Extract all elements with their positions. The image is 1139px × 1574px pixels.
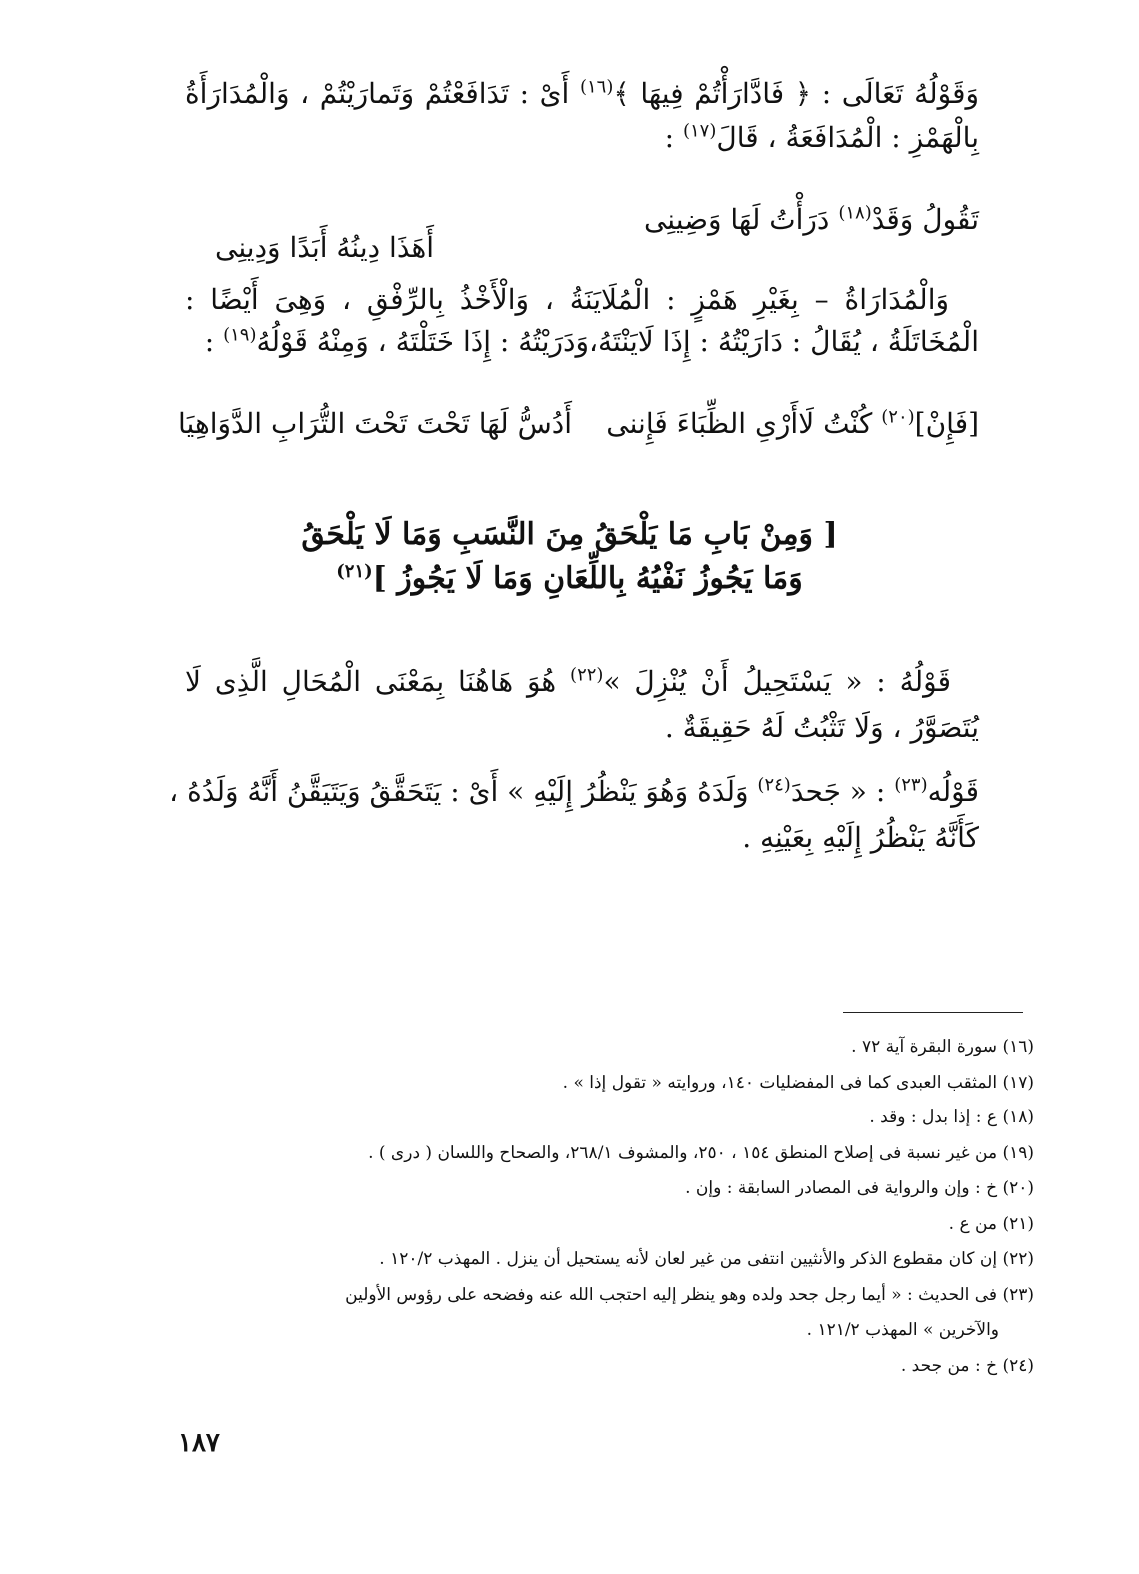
verse-1-second-hemistich: أَهَذَا دِينُهُ أَبَدًا وَدِينِى: [215, 231, 435, 264]
footnote-18: (١٨) ع : إذا بدل : وقد .: [869, 1107, 1034, 1127]
footnote-16: (١٦) سورة البقرة آية ٧٢ .: [851, 1037, 1034, 1057]
footnote-ref[interactable]: (١٩): [223, 324, 257, 346]
text-segment: دَرَأْتُ لَهَا وَضِينِى: [643, 203, 830, 236]
footnote-ref[interactable]: (٢٣): [894, 774, 928, 796]
page-number: ١٨٧: [178, 1428, 220, 1458]
section-heading-line-1: [ وَمِنْ بَابِ مَا يَلْحَقُ مِنَ النَّسَبِ وَمَا لَا يَلْحَقُ: [301, 517, 838, 552]
text-line-8: كَأَنَّهُ يَنْظُرُ إِلَيْهِ بِعَيْنِهِ .: [742, 821, 979, 854]
footnote-24: (٢٤) خ : من جحد .: [900, 1356, 1034, 1376]
text-segment: أَىْ : تَدَافَعْتُمْ وَتَمارَيْتُمْ ، وَالْمُدَارَأَةُ: [185, 77, 570, 110]
footnote-19: (١٩) من غير نسبة فى إصلاح المنطق ١٥٤ ، ٢٥٠، والمشوف ٢٦٨/١، والصحاح واللسان ( درى ) .: [368, 1143, 1034, 1163]
footnote-ref[interactable]: (١٧): [682, 120, 717, 142]
footnote-20: (٢٠) خ : وإن والرواية فى المصادر السابقة : وإن .: [685, 1178, 1034, 1198]
text-line-4: [205, 320, 979, 364]
footnote-22: (٢٢) إن كان مقطوع الذكر والأنثيين انتفى من غير لعان لأنه يستحيل أن ينزل . المهذب ١٢٠/٢ .: [379, 1249, 1034, 1269]
text-segment: :: [664, 121, 675, 154]
text-segment: بِالْهَمْزِ : الْمُدَافَعَةُ ، قَالَ: [716, 121, 979, 154]
footnote-23-continued: والآخرين » المهذب ١٢١/٢ .: [806, 1320, 999, 1340]
text-line-2: [665, 116, 979, 160]
text-line-7: [169, 770, 979, 814]
footnote-ref[interactable]: (١٦): [579, 76, 614, 98]
text-segment: قَوْلُه: [927, 775, 979, 808]
text-segment: [فَإِنْ]: [914, 407, 979, 440]
text-segment: : « جَحدَ: [790, 775, 886, 808]
verse-2-first-hemistich: [606, 402, 979, 446]
text-line-1: [185, 72, 979, 116]
verse-1-first-hemistich: [644, 198, 979, 242]
text-line-3: وَالْمُدَارَاةُ – بِغَيْرِ هَمْزٍ : الْمُلَايَنَةُ ، وَالْأَخْذُ بِالرِّفْقِ ، وَهِىَ أَيْضًا :: [185, 283, 949, 316]
footnote-23: (٢٣) فى الحديث : « أيما رجل جحد ولده وهو ينظر إليه احتجب الله عنه وفضحه على رؤوس الأولين: [345, 1285, 1034, 1305]
text-segment: الْمُخَاتَلَةُ ، يُقَالُ : دَارَيْتُهُ : إِذَا لَايَنْتَهُ،وَدَرَيْتُهُ : إِذَا خَتَلْتَهُ ، وَمِنْهُ قَوْلُهُ: [256, 325, 979, 358]
text-segment: وَمَا يَجُوزُ نَفْيُهُ بِاللِّعَانِ وَمَا لَا يَجُوزُ ]: [372, 561, 803, 596]
footnote-ref[interactable]: (٢٠): [881, 406, 915, 428]
footnote-ref[interactable]: (١٨): [838, 202, 872, 224]
footnote-17: (١٧) المثقب العبدى كما فى المفضليات ١٤٠، وروايته « تقول إذا » .: [562, 1073, 1034, 1093]
text-segment: تَقُولُ وَقَدْ: [871, 203, 979, 236]
verse-2-second-hemistich: أَدُسُّ لَهَا تَحْتَ تَحْتَ التُّرَابِ الدَّوَاهِيَا: [178, 407, 573, 440]
text-segment: وَلَدَهُ وَهُوَ يَنْظُرُ إِلَيْهِ » أَىْ : يَتَحَقَّقُ وَيَتَيَقَّنُ أَنَّهُ وَلَدُهُ ،: [169, 775, 749, 808]
footnote-separator: [843, 1012, 1023, 1013]
footnote-21: (٢١) من ع .: [948, 1214, 1034, 1234]
text-segment: :: [204, 325, 215, 358]
footnote-ref[interactable]: (٢١): [336, 561, 373, 582]
text-segment: كُنْتُ لَاأَرْىِ الظِّبَاءَ فَإِننى: [606, 407, 873, 440]
footnote-ref[interactable]: (٢٤): [757, 774, 791, 796]
text-line-5: [185, 660, 951, 704]
text-segment: هُوَ هَاهُنَا بِمَعْنَى الْمُحَالِ الَّذِى لَا: [185, 665, 557, 698]
section-heading-line-2: [0, 556, 1139, 602]
text-segment: وَقَوْلُهُ تَعَالَى : ﴿ فَادَّارَأْتُمْ فِيهَا ﴾: [613, 77, 979, 110]
footnote-ref[interactable]: (٢٢): [570, 664, 604, 686]
text-segment: قَوْلُهُ : « يَسْتَحِيلُ أَنْ يُنْزِلَ »: [603, 665, 951, 698]
text-line-6: يُتَصَوَّرُ ، وَلَا تَثْبُتُ لَهُ حَقِيقَةٌ .: [664, 711, 979, 744]
